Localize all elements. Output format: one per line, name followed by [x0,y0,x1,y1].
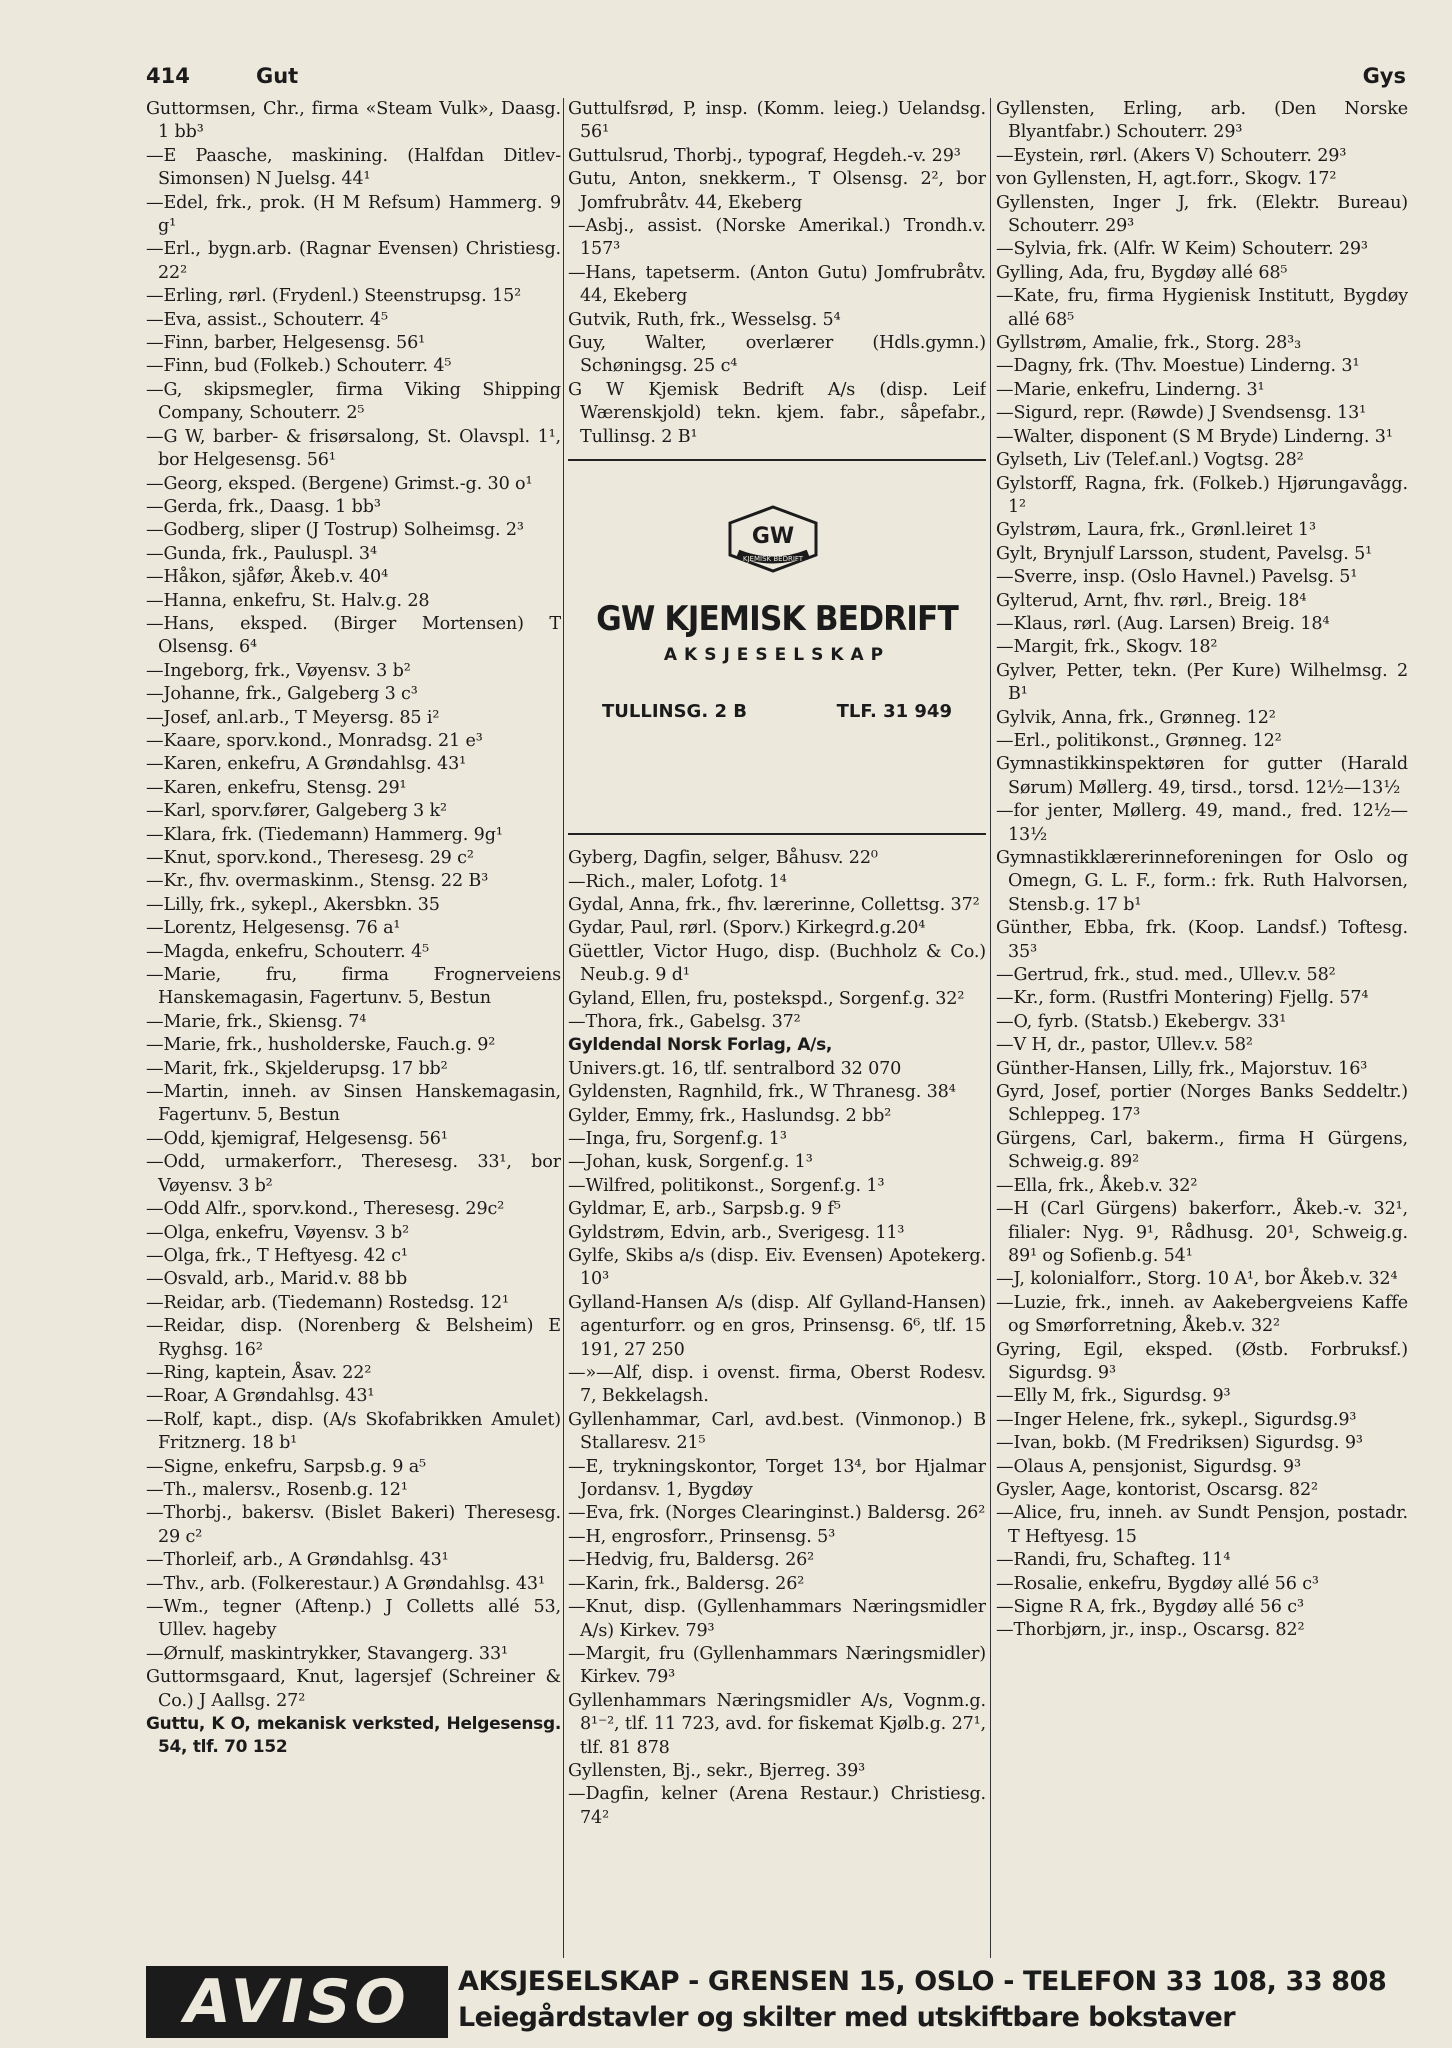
directory-entry: —Erling, rørl. (Frydenl.) Steenstrupsg. 15² [146,286,522,307]
directory-entry: —Gunda, frk., Pauluspl. 3⁴ [146,543,377,564]
aviso-logo: AVISO [146,1966,448,2038]
directory-entry: —Marit, frk., Skjelderupsg. 17 bb² [146,1058,448,1079]
directory-entry: —Dagfin, kelner (Arena Restaur.) Christiesg. 74² [568,1784,986,1828]
directory-entry: —Ørnulf, maskintrykker, Stavangerg. 33¹ [146,1643,508,1664]
entry-list [568,98,986,449]
directory-entry: —Luzie, frk., inneh. av Aakebergveiens Kaffe og Smørforretning, Åkeb.v. 32² [996,1292,1408,1337]
directory-entry: —Kr., form. (Rustfri Montering) Fjellg. 57⁴ [996,988,1369,1009]
directory-entry: —Klara, frk. (Tiedemann) Hammerg. 9g¹ [146,824,503,845]
directory-entry: —Roar, A Grøndahlsg. 43¹ [146,1386,375,1407]
directory-entry: —Thorbj., bakersv. (Bislet Bakeri) Theresesg. 29 c² [146,1503,561,1547]
directory-entry: —Kr., fhv. overmaskinm., Stensg. 22 B³ [146,871,489,892]
directory-entry: Gyberg, Dagfin, selger, Båhusv. 22⁰ [568,848,878,869]
directory-entry: Gyllensten, Erling, arb. (Den Norske Blyantfabr.) Schouterr. 29³ [996,99,1408,143]
header-right-word: Gys [1362,64,1406,88]
directory-entry: Gyllenhammars Næringsmidler A/s, Vognm.g. 8¹⁻², tlf. 11 723, avd. for fiskemat Kjølb.g. 27¹, tlf. 81 878 [568,1690,986,1758]
company-logo-icon [718,503,828,575]
ad-contact [588,701,966,722]
directory-entry: —Marie, frk., Skiensg. 7⁴ [146,1011,367,1032]
header-left-word: Gut [256,64,299,88]
directory-entry: —Odd, urmakerforr., Theresesg. 33¹, bor Vøyensv. 3 b² [146,1152,561,1196]
directory-entry: —J, kolonialforr., Storg. 10 A¹, bor Åkeb.v. 32⁴ [996,1269,1398,1290]
ad-subtitle: AKSJESELSKAP [663,645,891,666]
directory-entry: —Eystein, rørl. (Akers V) Schouterr. 29³ [996,145,1347,166]
directory-entry: Gyring, Egil, eksped. (Østb. Forbruksf.) Sigurdsg. 9³ [996,1339,1408,1383]
directory-entry: Gylterud, Arnt, fhv. rørl., Breig. 18⁴ [996,590,1307,611]
directory-entry: —Magda, enkefru, Schouterr. 4⁵ [146,941,430,962]
directory-entry: —Knut, sporv.kond., Theresesg. 29 c² [146,848,474,868]
directory-entry: —Rolf, kapt., disp. (A/s Skofabrikken Amulet) Fritznerg. 18 b¹ [146,1409,561,1454]
directory-entry: —Osvald, arb., Marid.v. 88 bb [146,1269,408,1290]
directory-entry: Gyldmar, E, arb., Sarpsb.g. 9 f⁵ [568,1199,841,1220]
directory-entry: —Signe, enkefru, Sarpsb.g. 9 a⁵ [146,1456,426,1477]
directory-entry: —Randi, fru, Schafteg. 11⁴ [996,1550,1231,1571]
directory-entry: —Edel, frk., prok. (H M Refsum) Hammerg. 9 g¹ [146,192,561,237]
directory-entry: Gutu, Anton, snekkerm., T Olsensg. 2², bor Jomfrubråtv. 44, Ekeberg [568,169,986,213]
directory-entry: —Karl, sporv.fører, Galgeberg 3 k² [146,801,447,822]
directory-entry: —Gerda, frk., Daasg. 1 bb³ [146,496,381,517]
footer-advertisement [146,1966,1408,2038]
directory-entry: Gyllensten, Inger J, frk. (Elektr. Bureau) Schouterr. 29³ [996,192,1408,237]
directory-entry: —Sylvia, frk. (Alfr. W Keim) Schouterr. 29³ [996,239,1368,260]
directory-entry: —Marie, fru, firma Frognerveiens Hanskemagasin, Fagertunv. 5, Bestun [146,965,561,1009]
directory-entry: —Margit, frk., Skogv. 18² [996,637,1218,658]
directory-entry: Gyllenhammar, Carl, avd.best. (Vinmonop.) B Stallaresv. 21⁵ [568,1409,986,1454]
directory-entry: —Gertrud, frk., stud. med., Ullev.v. 58² [996,965,1336,986]
directory-entry: Gyldendal Norsk Forlag, A/s, [568,1035,833,1056]
directory-entry: —Lorentz, Helgesensg. 76 a¹ [146,918,401,939]
directory-entry: —O, fyrb. (Statsb.) Ekebergv. 33¹ [996,1011,1287,1032]
directory-entry: —Ingeborg, frk., Vøyensv. 3 b² [146,660,411,681]
directory-entry: Gylstorff, Ragna, frk. (Folkeb.) Hjørungavågg. 1² [996,473,1408,517]
directory-entry: G W Kjemisk Bedrift A/s (disp. Leif Wærenskjold) tekn. kjem. fabr., såpefabr., Tullinsg. 2 B¹ [568,379,986,447]
svg-text:KJEMISK BEDRIFT: KJEMISK BEDRIFT [742,555,804,564]
directory-entry: —Reidar, disp. (Norenberg & Belsheim) E Ryghsg. 16² [146,1316,561,1360]
directory-entry: —Ella, frk., Åkeb.v. 32² [996,1175,1198,1196]
directory-entry: —Dagny, frk. (Thv. Moestue) Linderng. 3¹ [996,356,1360,377]
directory-entry: —Inga, fru, Sorgenf.g. 1³ [568,1128,787,1149]
directory-entry: —for jenter, Møllerg. 49, mand., fred. 12½—13½ [996,801,1408,845]
directory-entry: Gylstrøm, Laura, frk., Grønl.leiret 1³ [996,520,1316,541]
directory-entry: —Thorbjørn, jr., insp., Oscarsg. 82² [996,1620,1305,1641]
directory-entry-bold: Guttu, K O, mekanisk verksted, Helgesensg. 54, tlf. 70 152 [146,1714,561,1758]
directory-entry: —Hans, eksped. (Birger Mortensen) T Olsensg. 6⁴ [146,613,561,658]
column-divider [563,98,564,1958]
directory-entry: Gylland-Hansen A/s (disp. Alf Gylland-Hansen) agenturforr. og en gros, Prinsensg. 6⁶, tlf. 15 191, 27 250 [568,1292,986,1360]
directory-entry: —Martin, inneh. av Sinsen Hanskemagasin, Fagertunv. 5, Bestun [146,1082,561,1126]
directory-entry: —Alice, fru, inneh. av Sundt Pensjon, postadr. T Heftyesg. 15 [996,1503,1408,1547]
directory-entry: Gyrd, Josef, portier (Norges Banks Seddeltr.) Schleppeg. 17³ [996,1082,1408,1126]
directory-entry: Gyllensten, Bj., sekr., Bjerreg. 39³ [568,1760,866,1781]
directory-entry: —Johan, kusk, Sorgenf.g. 1³ [568,1152,813,1173]
directory-entry: Gydar, Paul, rørl. (Sporv.) Kirkegrd.g.20⁴ [568,918,926,939]
directory-entry: Guy, Walter, overlærer (Hdls.gymn.) Schøningsg. 25 c⁴ [568,333,986,377]
directory-entry: —Eva, assist., Schouterr. 4⁵ [146,309,388,330]
directory-entry: Gysler, Aage, kontorist, Oscarsg. 82² [996,1479,1318,1500]
directory-entry: —Josef, anl.arb., T Meyersg. 85 i² [146,707,440,728]
directory-entry: Guttormsgaard, Knut, lagersjef (Schreiner & Co.) J Aallsg. 27² [146,1667,561,1711]
directory-entry: —Sigurd, repr. (Røwde) J Svendsensg. 13¹ [996,403,1367,424]
directory-entry: Gylver, Petter, tekn. (Per Kure) Wilhelmsg. 2 B¹ [996,660,1408,705]
directory-entry: —Asbj., assist. (Norske Amerikal.) Trondh.v. 157³ [568,216,986,260]
directory-entry: Günther, Ebba, frk. (Koop. Landsf.) Toftesg. 35³ [996,918,1408,962]
page-number: 414 [146,64,190,88]
directory-entry: —Olaus A, pensjonist, Sigurdsg. 9³ [996,1456,1301,1477]
directory-entry: —»—Alf, disp. i ovenst. firma, Oberst Rodesv. 7, Bekkelagsh. [568,1363,986,1407]
directory-entry: Gyland, Ellen, fru, postekspd., Sorgenf.g. 32² [568,988,965,1009]
directory-entry: Günther-Hansen, Lilly, frk., Majorstuv. 16³ [996,1058,1368,1079]
entry-list [568,847,986,1830]
directory-entry: —Signe R A, frk., Bygdøy allé 56 c³ [996,1597,1304,1617]
directory-entry: —Erl., bygn.arb. (Ragnar Evensen) Christiesg. 22² [146,239,561,283]
directory-entry: —Elly M, frk., Sigurdsg. 9³ [996,1386,1231,1407]
directory-entry: —Hanna, enkefru, St. Halv.g. 28 [146,590,430,611]
advertisement [568,459,986,835]
directory-entry: —Rosalie, enkefru, Bygdøy allé 56 c³ [996,1573,1319,1594]
directory-column-3 [996,98,1408,1958]
directory-entry: —Hans, tapetserm. (Anton Gutu) Jomfrubråtv. 44, Ekeberg [568,262,986,307]
directory-entry: Gydal, Anna, frk., fhv. lærerinne, Collettsg. 37² [568,894,980,915]
directory-entry: —Odd, kjemigraf, Helgesensg. 56¹ [146,1128,448,1149]
directory-entry: —Thv., arb. (Folkerestaur.) A Grøndahlsg. 43¹ [146,1573,545,1594]
directory-entry: —Odd Alfr., sporv.kond., Theresesg. 29c² [146,1199,505,1220]
directory-entry: Gyllstrøm, Amalie, frk., Storg. 28³₃ [996,333,1301,354]
directory-entry: —Finn, bud (Folkeb.) Schouterr. 4⁵ [146,356,452,377]
directory-entry: Gutvik, Ruth, frk., Wesselsg. 5⁴ [568,309,841,330]
directory-entry: —Marie, enkefru, Linderng. 3¹ [996,379,1265,400]
directory-entry: Gylseth, Liv (Telef.anl.) Vogtsg. 28² [996,450,1304,471]
directory-entry: —H (Carl Gürgens) bakerforr., Åkeb.-v. 32¹, filialer: Nyg. 9¹, Rådhusg. 20¹, Schweig.g. 89¹ og Sofienb.g. 54¹ [996,1199,1408,1266]
directory-entry: —Karen, enkefru, Stensg. 29¹ [146,777,407,798]
directory-entry: —Johanne, frk., Galgeberg 3 c³ [146,684,418,705]
directory-entry: Gymnastikkinspektøren for gutter (Harald Sørum) Møllerg. 49, tirsd., torsd. 12½—13½ [996,754,1408,798]
directory-entry: Gylfe, Skibs a/s (disp. Eiv. Evensen) Apotekerg. 10³ [568,1246,986,1290]
entry-list [146,98,561,1713]
directory-entry: Guttormsen, Chr., firma «Steam Vulk», Daasg. 1 bb³ [146,99,561,143]
directory-entry: —Inger Helene, frk., sykepl., Sigurdsg.9³ [996,1409,1357,1430]
page-header [146,60,1406,96]
ad-company-name: GW KJEMISK BEDRIFT [596,599,958,640]
footer-address: AKSJESELSKAP - GRENSEN 15, OSLO - TELEFON 33 108, 33 808 [458,1966,1387,1997]
directory-entry: —Kaare, sporv.kond., Monradsg. 21 e³ [146,730,483,751]
directory-entry: —G, skipsmegler, firma Viking Shipping Company, Schouterr. 2⁵ [146,379,561,424]
directory-entry: —Karen, enkefru, A Grøndahlsg. 43¹ [146,754,467,775]
directory-entry: Gymnastikklærerinneforeningen for Oslo og Omegn, G. L. F., form.: frk. Ruth Halvorsen, Stensb.g. 17 b¹ [996,848,1408,915]
directory-entry: —Lilly, frk., sykepl., Akersbkn. 35 [146,894,440,915]
directory-entry: —Erl., politikonst., Grønneg. 12² [996,730,1282,751]
directory-entry: —Olga, frk., T Heftyesg. 42 c¹ [146,1245,408,1266]
directory-entry: —Walter, disponent (S M Bryde) Linderng. 3¹ [996,426,1393,447]
directory-entry: von Gyllensten, H, agt.forr., Skogv. 17² [996,169,1337,190]
directory-entry: —E Paasche, maskining. (Halfdan Ditlev-Simonsen) N Juelsg. 44¹ [146,145,561,190]
directory-entry: —Thora, frk., Gabelsg. 37² [568,1011,801,1032]
ad-phone: TLF. 31 949 [836,701,952,723]
directory-entry: —Marie, frk., husholderske, Fauch.g. 9² [146,1035,496,1056]
directory-column-2 [568,98,986,1958]
column-divider [990,98,991,1958]
directory-entry: Univers.gt. 16, tlf. sentralbord 32 070 [568,1058,902,1079]
directory-entry: Gylt, Brynjulf Larsson, student, Pavelsg. 5¹ [996,543,1373,564]
directory-entry: —G W, barber- & frisørsalong, St. Olavspl. 1¹, bor Helgesensg. 56¹ [146,426,561,471]
directory-entry: —V H, dr., pastor, Ullev.v. 58² [996,1035,1253,1056]
directory-entry: —Ring, kaptein, Åsav. 22² [146,1362,372,1383]
directory-entry: Gyldstrøm, Edvin, arb., Sverigesg. 11³ [568,1222,905,1243]
directory-entry: —Georg, eksped. (Bergene) Grimst.-g. 30 o¹ [146,473,533,494]
directory-column-1 [146,98,561,1958]
directory-entry: Gylvik, Anna, frk., Grønneg. 12² [996,707,1276,728]
directory-entry: —Sverre, insp. (Oslo Havnel.) Pavelsg. 5¹ [996,567,1358,588]
directory-entry: —Knut, disp. (Gyllenhammars Næringsmidler A/s) Kirkev. 79³ [568,1597,986,1641]
directory-entry: Gyldensten, Ragnhild, frk., W Thranesg. 38⁴ [568,1082,956,1103]
directory-entry: —Kate, fru, firma Hygienisk Institutt, Bygdøy allé 68⁵ [996,286,1408,330]
directory-entry: —Rich., maler, Lofotg. 1⁴ [568,871,787,892]
directory-entry: —Wm., tegner (Aftenp.) J Colletts allé 53, Ullev. hageby [146,1597,561,1641]
directory-entry: —Håkon, sjåfør, Åkeb.v. 40⁴ [146,567,388,588]
entry-list [996,98,1408,1643]
directory-entry: Guttulsrud, Thorbj., typograf, Hegdeh.-v. 29³ [568,145,961,166]
directory-entry: —H, engrosforr., Prinsensg. 5³ [568,1526,836,1547]
directory-entry: —Klaus, rørl. (Aug. Larsen) Breig. 18⁴ [996,613,1330,634]
directory-entry: Gylder, Emmy, frk., Haslundsg. 2 bb² [568,1105,892,1126]
directory-entry: Guttulfsrød, P, insp. (Komm. leieg.) Uelandsg. 56¹ [568,99,986,143]
svg-text:GW: GW [751,524,795,550]
directory-entry: —Reidar, arb. (Tiedemann) Rostedsg. 12¹ [146,1292,509,1313]
ad-address: TULLINSG. 2 B [602,701,747,723]
directory-entry: —Karin, frk., Baldersg. 26² [568,1573,805,1594]
directory-entry: —Margit, fru (Gyllenhammars Næringsmidler) Kirkev. 79³ [568,1643,986,1688]
directory-entry: —Hedvig, fru, Baldersg. 26² [568,1550,815,1571]
directory-entry: —Thorleif, arb., A Grøndahlsg. 43¹ [146,1550,449,1571]
directory-entry: Gürgens, Carl, bakerm., firma H Gürgens, Schweig.g. 89² [996,1128,1408,1173]
directory-entry: —Ivan, bokb. (M Fredriksen) Sigurdsg. 9³ [996,1433,1363,1454]
directory-entry: —Finn, barber, Helgesensg. 56¹ [146,333,426,354]
directory-entry: —E, trykningskontor, Torget 13⁴, bor Hjalmar Jordansv. 1, Bygdøy [568,1456,986,1501]
footer-tagline: Leiegårdstavler og skilter med utskiftbare bokstaver [458,2002,1235,2033]
directory-entry: —Olga, enkefru, Vøyensv. 3 b² [146,1222,410,1243]
directory-entry: —Wilfred, politikonst., Sorgenf.g. 1³ [568,1175,885,1196]
directory-entry: —Godberg, sliper (J Tostrup) Solheimsg. 2³ [146,520,524,541]
directory-entry: —Eva, frk. (Norges Clearinginst.) Baldersg. 26² [568,1503,986,1524]
directory-entry: —Th., malersv., Rosenb.g. 12¹ [146,1479,408,1500]
directory-entry: Gylling, Ada, fru, Bygdøy allé 68⁵ [996,262,1288,283]
directory-entry: Güettler, Victor Hugo, disp. (Buchholz & Co.) Neub.g. 9 d¹ [568,941,986,986]
